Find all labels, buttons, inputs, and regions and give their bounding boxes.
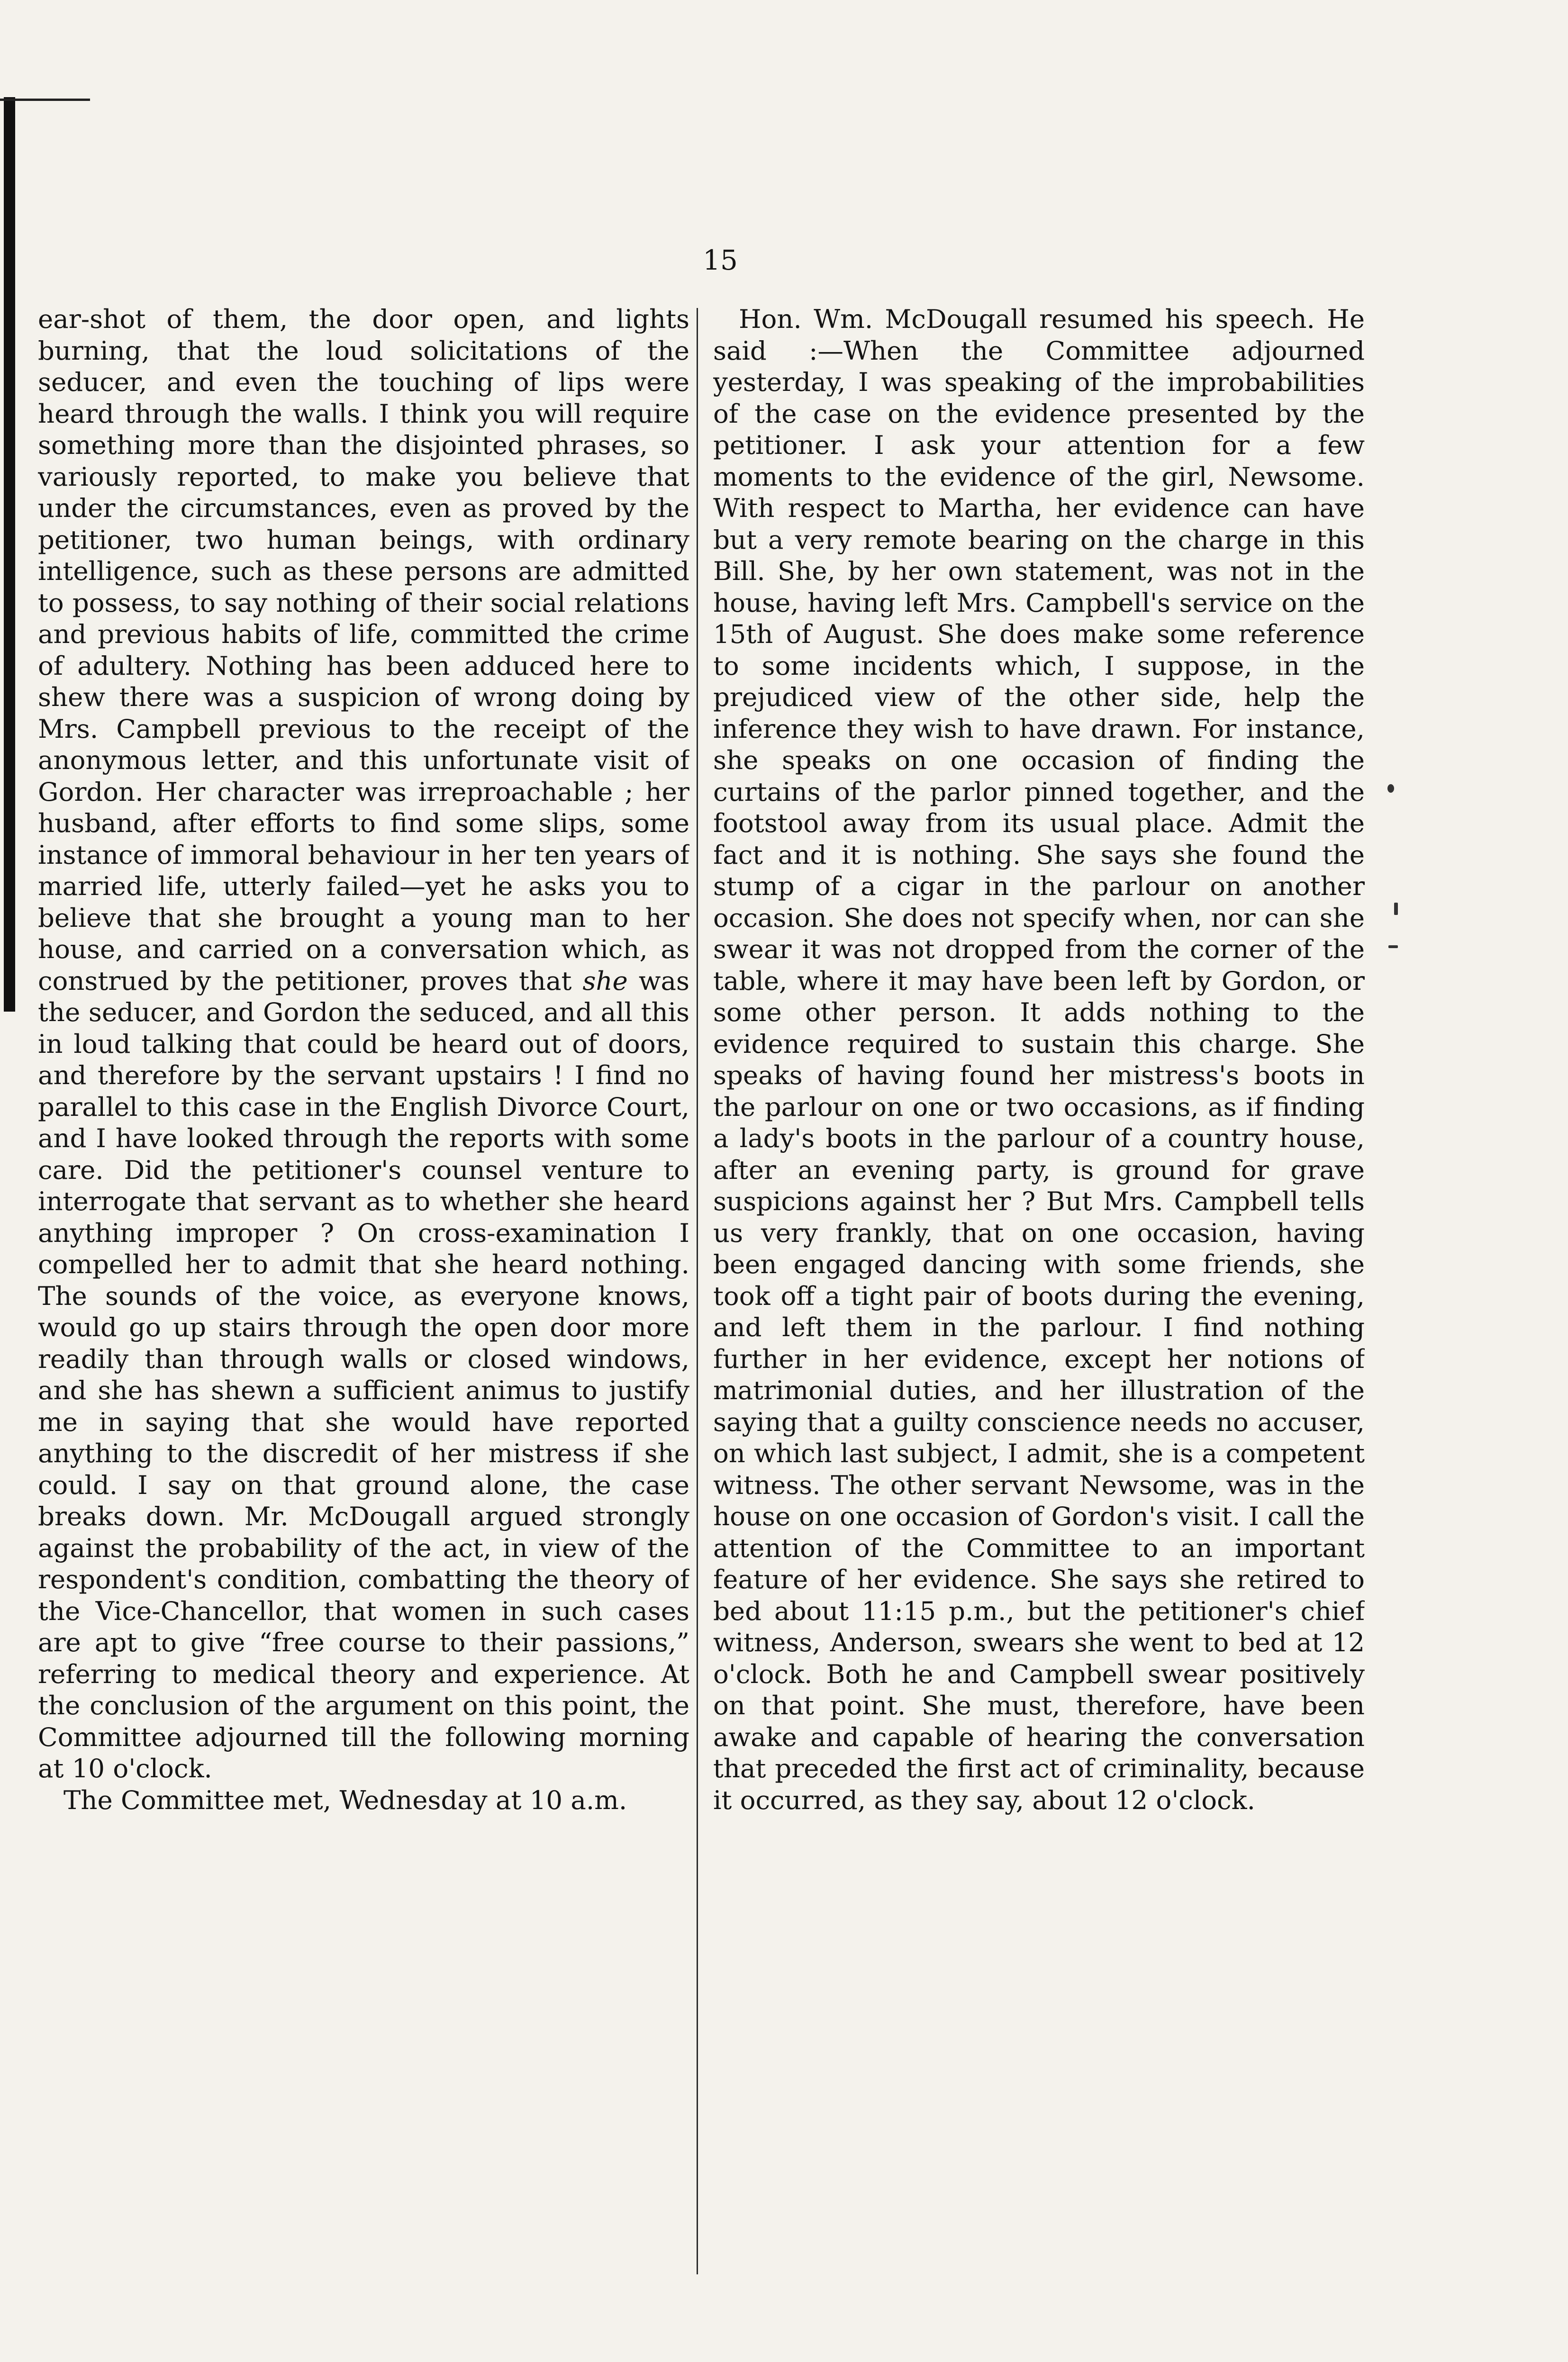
left-paragraph-1-emphasis: she: [582, 965, 628, 996]
left-paragraph-2: The Committee met, Wednesday at 10 a.m.: [63, 1784, 627, 1815]
margin-rule-mark: [0, 99, 90, 101]
ink-speck: [1388, 945, 1398, 948]
right-paragraph-1: Hon. Wm. McDougall resumed his speech. He said :—When the Committee adjourned yesterday, I was speaking of the improbabilities of the case on the evidence presented by the petitioner. I ask your attention for a few moments to the evidence of the girl, Newsome. With respect to Martha, her evidence can have but a very remote bearing on the charge in this Bill. She, by her own statement, was not in the house, having left Mrs. Campbell's service on the 15th of August. She does make some reference to some incidents which, I suppose, in the prejudiced view of the other side, help the inference they wish to have drawn. For instance, she speaks on one occasion of finding the curtains of the parlor pinned together, and the footstool away from its usual place. Admit the fact and it is nothing. She says she found the stump of a cigar in the parlour on another occasion. She does not specify when, nor can she swear it was not dropped from the corner of the table, where it may have been left by Gordon, or some other person. It adds nothing to the evidence required to sustain this charge. She speaks of having found her mistress's boots in the parlour on one or two occasions, as if finding a lady's boots in the parlour of a country house, after an evening party, is ground for grave suspicions against her ? But Mrs. Campbell tells us very frankly, that on one occasion, having been engaged dancing with some friends, she took off a tight pair of boots during the evening, and left them in the parlour. I find nothing further in her evidence, except her notions of matrimonial duties, and her illustration of the saying that a guilty conscience needs no accuser, on which last subject, I admit, she is a competent witness. The other servant Newsome, was in the house on one occasion of Gordon's visit. I call the attention of the Committee to an important feature of her evidence. She says she retired to bed about 11:15 p.m., but the petitioner's chief witness, Anderson, swears she went to bed at 12 o'clock. Both he and Campbell swear positively on that point. She must, therefore, have been awake and capable of hearing the conversation that preceded the first act of criminality, because it occurred, as they say, about 12 o'clock.: [713, 304, 1365, 1815]
left-paragraph-1-part-b: was the seducer, and Gordon the seduced, and all this in loud talking that could be heard out of doors, and therefore by the servant upstairs ! I find no parallel to this case in the English Divorce Court, and I have looked through the reports with some care. Did the petitioner's counsel venture to interrogate that servant as to whether she heard anything improper ? On cross-examination I compelled her to admit that she heard nothing. The sounds of the voice, as everyone knows, would go up stairs through the open door more readily than through walls or closed windows, and she has shewn a sufficient animus to justify me in saying that she would have reported anything to the discredit of her mistress if she could. I say on that ground alone, the case breaks down. Mr. McDougall argued strongly against the probability of the act, in view of the respondent's condition, combatting the theory of the Vice-Chancellor, that women in such cases are apt to give “free course to their passions,” referring to medical theory and experience. At the conclusion of the argument on this point, the Committee adjourned till the following morning at 10 o'clock.: [38, 965, 689, 1783]
ink-speck: [1394, 903, 1398, 915]
ink-speck: [1387, 784, 1394, 793]
column-divider-rule: [697, 308, 698, 2274]
margin-binding-bar: [4, 97, 15, 1012]
right-text-column: [713, 303, 1365, 2255]
left-text-column: [38, 303, 689, 2255]
left-paragraph-1-part-a: ear-shot of them, the door open, and lights burning, that the loud solicitations of the seducer, and even the touching of lips were heard through the walls. I think you will require something more than the disjointed phrases, so variously reported, to make you believe that under the circumstances, even as proved by the petitioner, two human beings, with ordinary intelligence, such as these persons are admitted to possess, to say nothing of their social relations and previous habits of life, committed the crime of adultery. Nothing has been adduced here to shew there was a suspicion of wrong doing by Mrs. Campbell previous to the receipt of the anonymous letter, and this unfortunate visit of Gordon. Her character was irreproachable ; her husband, after efforts to find some slips, some instance of immoral behaviour in her ten years of married life, utterly failed—yet he asks you to believe that she brought a young man to her house, and carried on a conversation which, as construed by the petitioner, proves that: [38, 304, 689, 996]
left-paragraph-1: [38, 303, 689, 1784]
page-number: 15: [703, 244, 738, 276]
